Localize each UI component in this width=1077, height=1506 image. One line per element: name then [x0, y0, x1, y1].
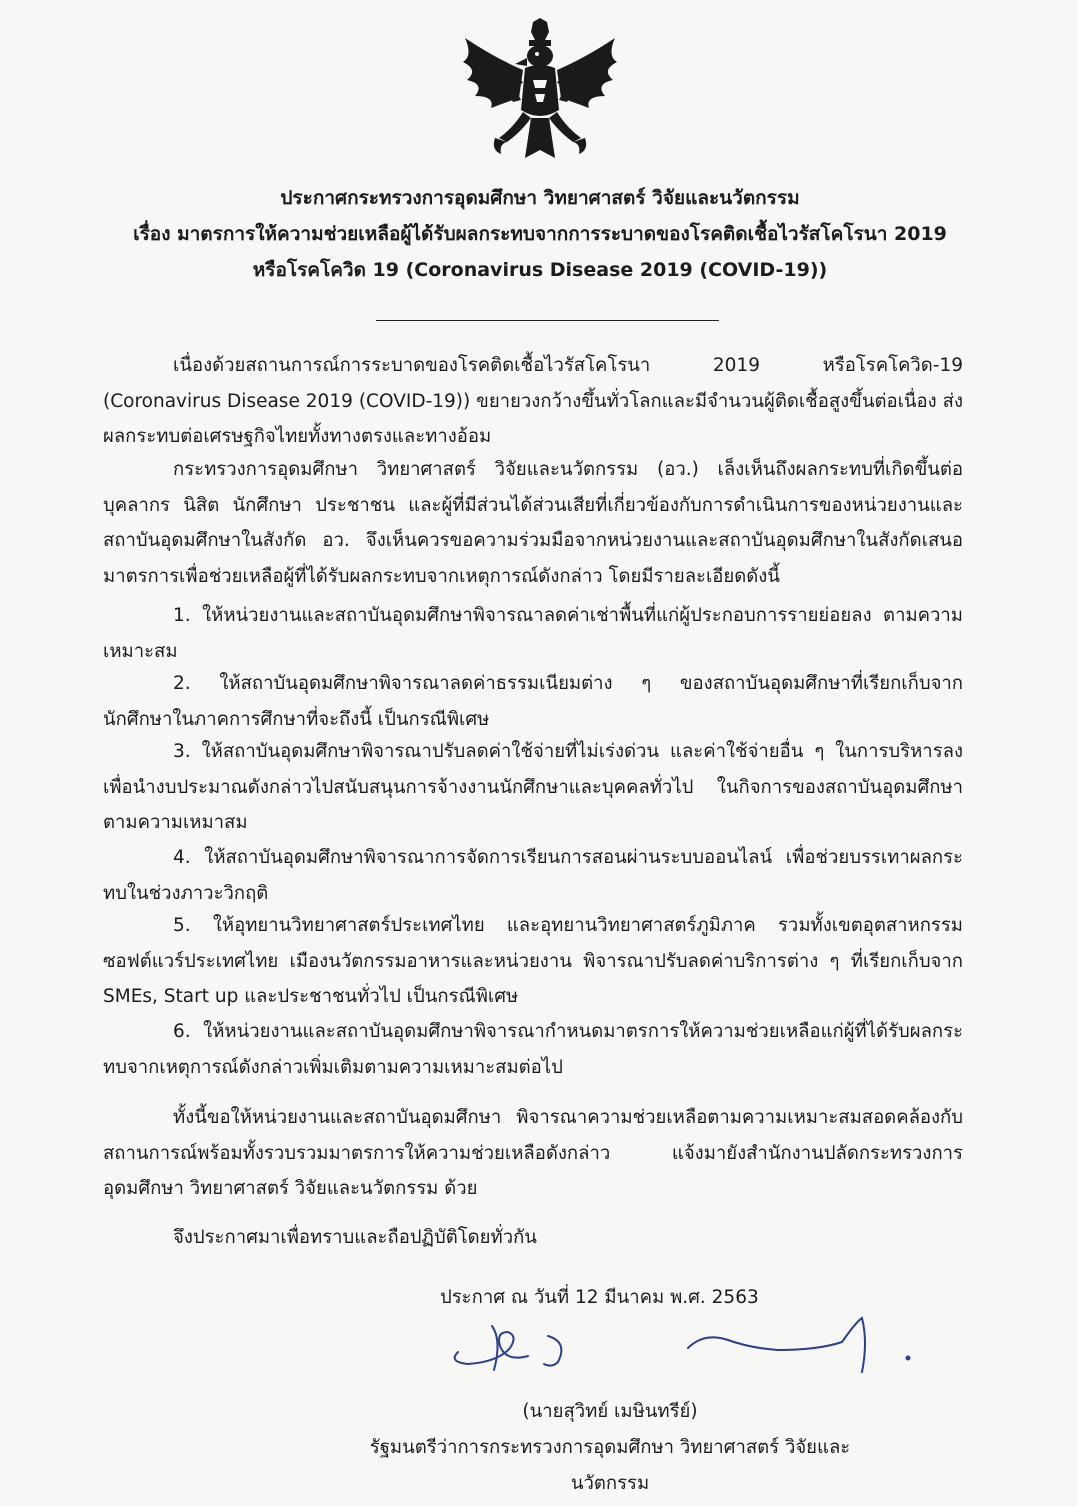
- measure-item-5: 5. ให้อุทยานวิทยาศาสตร์ประเทศไทย และอุทยานวิทยาศาสตร์ภูมิภาค รวมทั้งเขตอุตสาหกรรมซอฟต์แวร์ประเทศไทย เมืองนวัตกรรมอาหารและหน่วยงาน พิจารณาปรับลดค่าบริการต่าง ๆ ที่เรียกเก็บจาก SMEs, Start up และประชาชนทั่วไป เป็นกรณีพิเศษ: [103, 915, 963, 1007]
- garuda-emblem-icon: [455, 18, 625, 168]
- signatory-position: รัฐมนตรีว่าการกระทรวงการอุดมศึกษา วิทยาศาสตร์ วิจัยและนวัตกรรม: [369, 1437, 851, 1494]
- announcement-subject: เรื่อง มาตรการให้ความช่วยเหลือผู้ได้รับผลกระทบจากการระบาดของโรคติดเชื้อไวรัสโคโรนา 2019: [133, 223, 947, 245]
- measure-item-2: 2. ให้สถาบันอุดมศึกษาพิจารณาลดค่าธรรมเนียมต่าง ๆ ของสถาบันอุดมศึกษาที่เรียกเก็บจากนักศึกษาในภาคการศึกษาที่จะถึงนี้ เป็นกรณีพิเศษ: [103, 673, 963, 730]
- announcement-date: ประกาศ ณ วันที่ 12 มีนาคม พ.ศ. 2563: [440, 1287, 759, 1308]
- ministry-paragraph: กระทรวงการอุดมศึกษา วิทยาศาสตร์ วิจัยและนวัตกรรม (อว.) เล็งเห็นถึงผลกระทบที่เกิดขึ้นต่อบุคลากร นิสิต นักศึกษา ประชาชน และผู้ที่มีส่วนได้ส่วนเสียที่เกี่ยวข้องกับการดำเนินการของหน่วยงานและสถาบันอุดมศึกษาในสังกัด อว. จึงเห็นควรขอความร่วมมือจากหน่วยงานและสถาบันอุดมศึกษาในสังกัดเสนอมาตรการเพื่อช่วยเหลือผู้ที่ได้รับผลกระทบจากเหตุการณ์ดังกล่าว โดยมีรายละเอียดดังนี้: [103, 459, 963, 587]
- announcement-heading: ประกาศกระทรวงการอุดมศึกษา วิทยาศาสตร์ วิจัยและนวัตกรรม: [280, 187, 800, 209]
- intro-paragraph: เนื่องด้วยสถานการณ์การระบาดของโรคติดเชื้อไวรัสโคโรนา 2019 หรือโรคโควิด-19 (Coronavirus Disease 2019 (COVID-19)) ขยายวงกว้างขึ้นทั่วโลกและมีจำนวนผู้ติดเชื้อสูงขึ้นต่อเนื่อง ส่งผลกระทบต่อเศรษฐกิจไทยทั้งทางตรงและทางอ้อม: [103, 355, 963, 447]
- announcement-subject-continued: หรือโรคโควิด 19 (Coronavirus Disease 2019 (COVID-19)): [252, 259, 828, 281]
- signature-icon: [438, 1312, 918, 1382]
- measure-item-3: 3. ให้สถาบันอุดมศึกษาพิจารณาปรับลดค่าใช้จ่ายที่ไม่เร่งด่วน และค่าใช้จ่ายอื่น ๆ ในการบริหารลงเพื่อนำงบประมาณดังกล่าวไปสนับสนุนการจ้างงานนักศึกษาและบุคคลทั่วไป ในกิจการของสถาบันอุดมศึกษาตามความเหมาสม: [103, 741, 963, 833]
- announce-paragraph: จึงประกาศมาเพื่อทราบและถือปฏิบัติโดยทั่วกัน: [173, 1227, 537, 1248]
- closing-paragraph: ทั้งนี้ขอให้หน่วยงานและสถาบันอุดมศึกษา พิจารณาความช่วยเหลือตามความเหมาะสมสอดคล้องกับสถานการณ์พร้อมทั้งรวบรวมมาตรการให้ความช่วยเหลือดังกล่าว แจ้งมายังสำนักงานปลัดกระทรวงการอุดมศึกษา วิทยาศาสตร์ วิจัยและนวัตกรรม ด้วย: [103, 1107, 963, 1199]
- measure-item-4: 4. ให้สถาบันอุดมศึกษาพิจารณาการจัดการเรียนการสอนผ่านระบบออนไลน์ เพื่อช่วยบรรเทาผลกระทบในช่วงภาวะวิกฤติ: [103, 847, 963, 904]
- heading-divider: [376, 320, 719, 321]
- measure-item-6: 6. ให้หน่วยงานและสถาบันอุดมศึกษาพิจารณากำหนดมาตรการให้ความช่วยเหลือแก่ผู้ที่ได้รับผลกระทบจากเหตุการณ์ดังกล่าวเพิ่มเติมตามความเหมาะสมต่อไป: [103, 1021, 963, 1078]
- measure-item-1: 1. ให้หน่วยงานและสถาบันอุดมศึกษาพิจารณาลดค่าเช่าพื้นที่แก่ผู้ประกอบการรายย่อยลง ตามความเหมาะสม: [103, 605, 963, 662]
- signatory-name: (นายสุวิทย์ เมษินทรีย์): [522, 1401, 698, 1422]
